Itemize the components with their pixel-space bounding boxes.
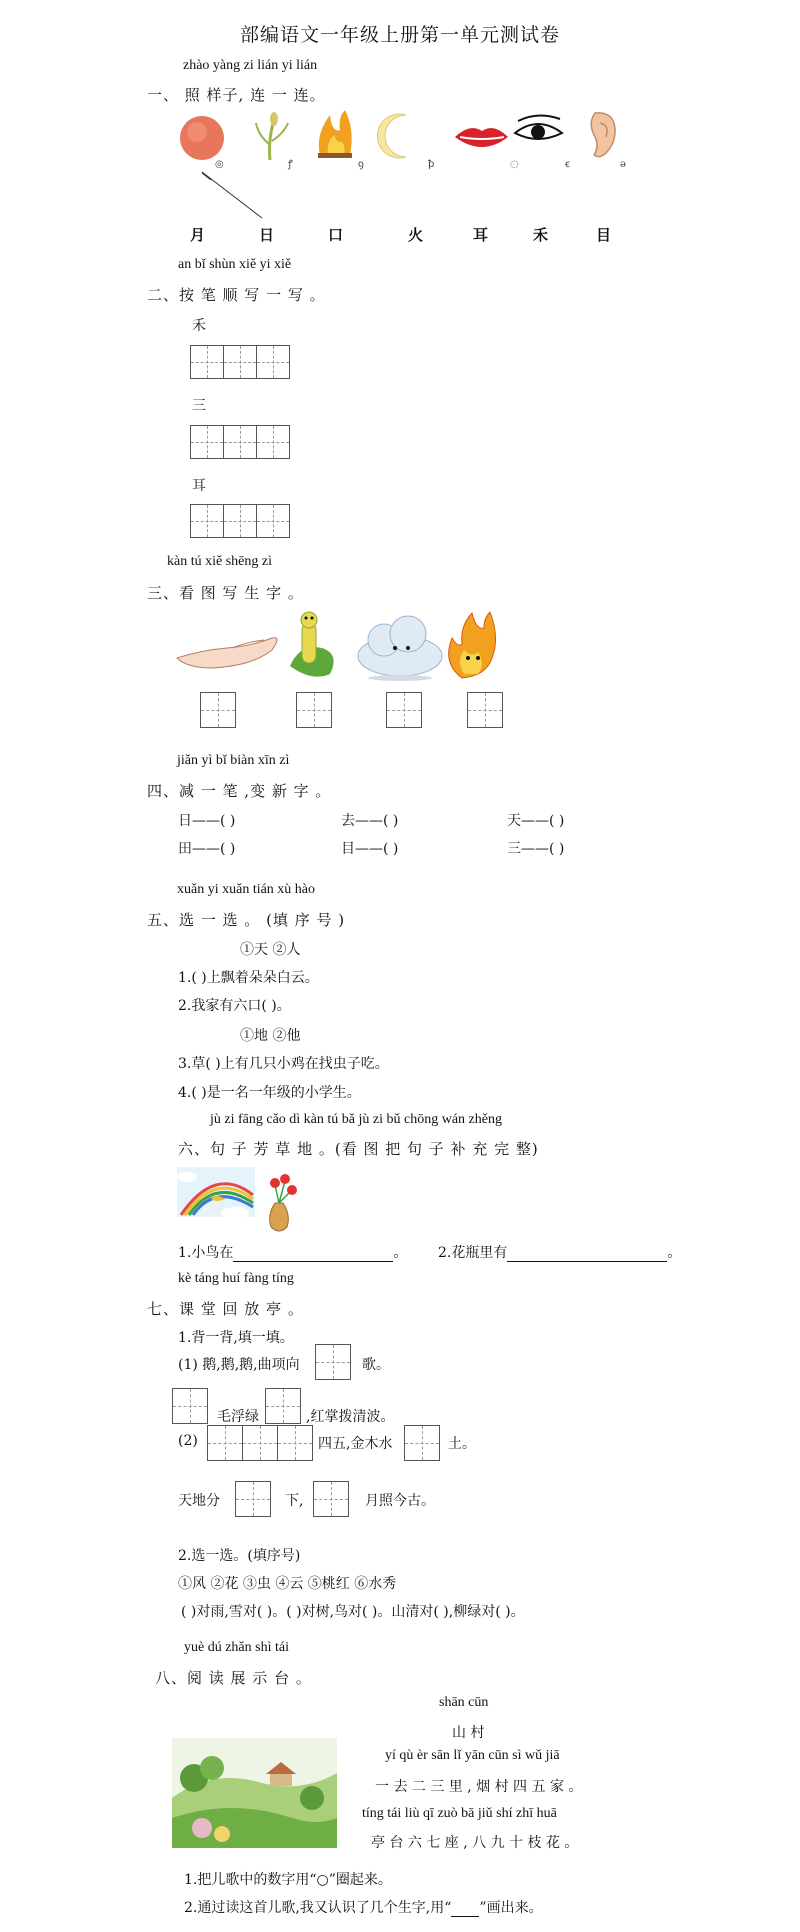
s2-grid-1[interactable]: [190, 345, 289, 379]
s7-line4-mid: 下,: [285, 1493, 304, 1509]
rainbow-bird-picture: [177, 1167, 255, 1219]
s7-line3-end: 土。: [448, 1436, 476, 1452]
s2-grid-3[interactable]: [190, 504, 289, 538]
s6-q1[interactable]: [178, 1242, 407, 1262]
s7-box-7[interactable]: [313, 1481, 348, 1517]
s1-heading: 一、 照 样子, 连 一 连。: [147, 86, 326, 104]
s7-line3-text: 四五,金木水: [318, 1436, 393, 1452]
s5-q1[interactable]: 1.( )上飘着朵朵白云。: [178, 970, 319, 986]
s7-heading: 七、课 堂 回 放 亭 。: [147, 1300, 304, 1318]
village-picture: [172, 1738, 337, 1848]
moon-picture: [377, 114, 434, 170]
s7-line3-label: (2): [178, 1433, 198, 1449]
s1-pictures: [170, 105, 640, 180]
s4-pinyin: jiǎn yì bǐ biàn xīn zì: [177, 753, 290, 768]
s6-q2-text: 2.花瓶里有: [438, 1245, 508, 1261]
s3-grid-1[interactable]: [200, 692, 235, 728]
s8-q2-end: ”画出来。: [479, 1900, 543, 1916]
s2-pinyin: an bǐ shùn xiě yi xiě: [178, 257, 292, 272]
s6-pinyin: jù zi fāng cǎo dì kàn tú bǎ jù zi bǔ chōng wán zhěng: [210, 1112, 502, 1127]
s7-line2-text: 毛浮绿: [217, 1409, 259, 1425]
s1-char-7: 目: [596, 226, 612, 244]
svg-text:◎: ◎: [215, 159, 224, 170]
cloud-picture: [358, 616, 442, 681]
s7-pinyin: kè táng huí fàng tíng: [178, 1271, 294, 1286]
s7-box-2[interactable]: [172, 1388, 207, 1424]
s4-item-4[interactable]: 田——( ): [178, 841, 236, 857]
connect-line: [200, 170, 270, 222]
s6-q2[interactable]: [438, 1242, 681, 1262]
s7-line1-text: (1) 鹅,鹅,鹅,曲项向: [178, 1357, 300, 1373]
s4-item-5[interactable]: 目——( ): [341, 841, 399, 857]
s7-box-5[interactable]: [404, 1425, 439, 1461]
eye-picture: [515, 115, 570, 170]
svg-text:ꝯ: ꝯ: [358, 159, 364, 170]
s3-pinyin: kàn tú xiě shēng zì: [167, 554, 272, 569]
fire-picture: [318, 110, 364, 170]
s4-item-3[interactable]: 天——( ): [507, 813, 565, 829]
s7-sub1: 1.背一背,填一填。: [178, 1330, 294, 1346]
vase-flowers-picture: [270, 1174, 297, 1231]
s5-q4[interactable]: 4.( )是一名一年级的小学生。: [178, 1085, 361, 1101]
s1-char-6: 禾: [533, 226, 549, 244]
mouth-picture: [455, 128, 519, 170]
s4-item-6[interactable]: 三——( ): [507, 841, 565, 857]
s7-pairs[interactable]: ( )对雨,雪对( )。( )对树,鸟对( )。山清对( ),柳绿对( )。: [181, 1604, 525, 1620]
s2-char-2: 三: [192, 398, 206, 414]
s3-grid-2[interactable]: [296, 692, 331, 728]
poem-line2: 亭 台 六 七 座 , 八 九 十 枝 花 。: [371, 1835, 579, 1851]
s5-q2[interactable]: 2.我家有六口( )。: [178, 998, 291, 1014]
fire-face-picture: [449, 612, 496, 678]
s6-q1-text: 1.小鸟在: [178, 1245, 234, 1261]
s7-box-4[interactable]: [207, 1425, 312, 1461]
s8-q1: 1.把儿歌中的数字用“○”圈起来。: [184, 1872, 392, 1888]
s2-char-3: 耳: [192, 478, 206, 494]
s6-heading: 六、句 子 芳 草 地 。(看 图 把 句 子 补 充 完 整): [178, 1140, 539, 1158]
s7-line4-end: 月照今古。: [365, 1493, 435, 1509]
s3-grid-4[interactable]: [467, 692, 502, 728]
s5-heading: 五、选 一 选 。 (填 序 号 ): [147, 911, 346, 929]
poem-line1: 一 去 二 三 里 , 烟 村 四 五 家 。: [375, 1779, 583, 1795]
s8-pinyin: yuè dú zhǎn shì tái: [184, 1640, 289, 1655]
s3-grid-3[interactable]: [386, 692, 421, 728]
s5-pinyin: xuǎn yi xuǎn tián xù hào: [177, 882, 316, 897]
poem-line1-pinyin: yí qù èr sān lǐ yān cūn sì wǔ jiā: [385, 1748, 560, 1763]
poem-title: 山 村: [452, 1725, 485, 1741]
s2-grid-2[interactable]: [190, 425, 289, 459]
s3-heading: 三、看 图 写 生 字 。: [147, 584, 304, 602]
s5-options-1: ①天 ②人: [240, 942, 301, 958]
s2-char-1: 禾: [192, 318, 206, 334]
s1-char-4: 火: [408, 226, 424, 244]
sun-picture: [180, 116, 224, 170]
s8-heading: 八、阅 读 展 示 台 。: [155, 1669, 312, 1687]
svg-text:◌: ◌: [510, 159, 519, 170]
s4-heading: 四、减 一 笔 ,变 新 字 。: [147, 782, 332, 800]
rice-plant-picture: [256, 112, 293, 170]
svg-text:ꝥ: ꝥ: [428, 159, 435, 170]
s4-item-1[interactable]: 日——( ): [178, 813, 236, 829]
s1-pinyin: zhào yàng zi lián yi lián: [183, 58, 318, 73]
s3-pictures: [172, 608, 512, 683]
s7-options: ①风 ②花 ③虫 ④云 ⑤桃红 ⑥水秀: [178, 1576, 397, 1592]
worm-on-leaf-picture: [290, 612, 334, 677]
s2-heading: 二、按 笔 顺 写 一 写 。: [147, 286, 326, 304]
s8-q2: [184, 1897, 543, 1917]
ear-picture: [591, 113, 626, 170]
poem-line2-pinyin: tíng tái liù qī zuò bā jiǔ shí zhī huā: [362, 1806, 557, 1821]
s7-sub2: 2.选一选。(填序号): [178, 1548, 301, 1564]
svg-text:ꝭ: ꝭ: [288, 159, 293, 170]
s1-char-5: 耳: [473, 226, 489, 244]
hand-picture: [177, 638, 277, 668]
s1-char-1: 月: [190, 226, 206, 244]
s1-char-2: 日: [259, 226, 275, 244]
svg-text:ə: ə: [620, 159, 626, 170]
s1-char-3: 口: [328, 226, 344, 244]
s6-q2-end: 。: [667, 1245, 682, 1261]
svg-text:ꞓ: ꞓ: [565, 159, 570, 170]
s5-q3[interactable]: 3.草( )上有几只小鸡在找虫子吃。: [178, 1056, 389, 1072]
s7-line4-text: 天地分: [178, 1493, 220, 1509]
s8-q2-text: 2.通过读这首儿歌,我又认识了几个生字,用“: [184, 1900, 452, 1916]
s7-box-1[interactable]: [315, 1344, 350, 1380]
page-title: 部编语文一年级上册第一单元测试卷: [239, 24, 560, 46]
s5-options-2: ①地 ②他: [240, 1028, 301, 1044]
s4-item-2[interactable]: 去——( ): [341, 813, 399, 829]
s7-line2-end: ,红掌拨清波。: [306, 1409, 395, 1425]
s7-box-3[interactable]: [265, 1388, 300, 1424]
s7-line1-end: 歌。: [362, 1357, 390, 1373]
s6-q1-end: 。: [393, 1245, 408, 1261]
s7-box-6[interactable]: [235, 1481, 270, 1517]
s6-pictures: [175, 1165, 310, 1237]
poem-title-pinyin: shān cūn: [439, 1695, 489, 1710]
